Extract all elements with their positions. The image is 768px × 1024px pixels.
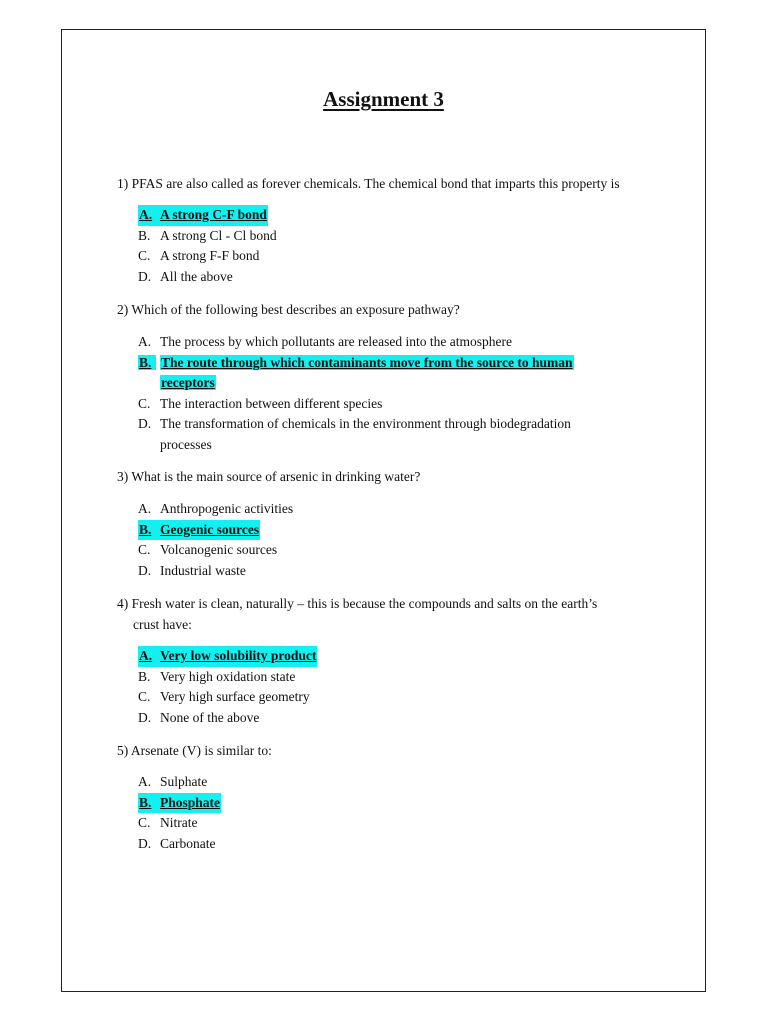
question-5 — [117, 740, 677, 761]
option-b — [138, 793, 658, 814]
option-letter: C. — [138, 395, 151, 411]
question-4 — [117, 593, 677, 635]
option-letter: A. — [138, 774, 152, 789]
option-text: A strong C-F bond — [160, 207, 267, 222]
option-text: Phosphate — [160, 794, 221, 810]
option-text: Industrial waste — [160, 562, 246, 578]
option-letter: A. — [138, 501, 152, 516]
question-text: 5) Arsenate (V) is similar to: — [117, 743, 272, 758]
option-b — [138, 353, 658, 394]
option-text-continued: receptors — [161, 375, 215, 390]
option-letter: D. — [138, 268, 152, 284]
option-a — [138, 646, 658, 667]
option-text: Nitrate — [160, 815, 198, 830]
options-list — [138, 499, 658, 581]
option-c — [138, 540, 658, 561]
question-2 — [117, 299, 677, 320]
option-letter: B. — [139, 793, 160, 814]
option-text: Carbonate — [160, 835, 216, 851]
option-text-continued: processes — [160, 436, 212, 452]
option-letter: D. — [138, 835, 152, 851]
option-text: None of the above — [160, 709, 260, 725]
options-list — [138, 772, 658, 854]
option-a — [138, 499, 658, 520]
option-c — [138, 687, 658, 708]
option-a — [138, 772, 658, 793]
option-b — [138, 226, 658, 247]
option-letter: C. — [138, 542, 151, 557]
option-c — [138, 813, 658, 834]
option-letter: C. — [138, 248, 151, 263]
option-text: Volcanogenic sources — [160, 542, 278, 557]
option-text: Geogenic sources — [160, 521, 260, 537]
option-text: A strong F-F bond — [160, 248, 260, 263]
option-text: Anthropogenic activities — [160, 501, 294, 516]
option-letter: D. — [138, 709, 152, 725]
options-list — [138, 205, 658, 287]
option-c — [138, 246, 658, 267]
option-letter: B. — [138, 668, 151, 684]
option-letter: A. — [139, 205, 160, 226]
option-letter: D. — [138, 416, 152, 431]
option-text: The route through which contaminants move from the source to human — [161, 354, 573, 370]
option-letter: A. — [139, 646, 160, 667]
option-text: Very high oxidation state — [160, 668, 296, 684]
question-text: 3) What is the main source of arsenic in drinking water? — [117, 469, 421, 484]
option-letter: C. — [138, 689, 151, 704]
option-b — [138, 667, 658, 688]
options-list — [138, 646, 658, 728]
option-text: A strong Cl - Cl bond — [160, 227, 277, 243]
option-text: Very low solubility product — [160, 648, 317, 663]
option-d — [138, 414, 658, 455]
option-a — [138, 332, 658, 353]
option-letter: D. — [138, 562, 152, 578]
question-3 — [117, 466, 677, 487]
option-d — [138, 561, 658, 582]
option-text: The transformation of chemicals in the environment through biodegradation — [160, 416, 571, 431]
option-letter: B. — [139, 520, 160, 541]
option-c — [138, 394, 658, 415]
option-text: The process by which pollutants are released into the atmosphere — [160, 334, 513, 349]
question-text: 1) PFAS are also called as forever chemicals. The chemical bond that imparts this property is — [117, 176, 620, 191]
option-d — [138, 708, 658, 729]
option-letter: B. — [139, 354, 152, 370]
option-letter: B. — [138, 227, 151, 243]
options-list — [138, 332, 658, 455]
question-text: 2) Which of the following best describes an exposure pathway? — [117, 302, 460, 317]
option-letter: A. — [138, 334, 152, 349]
document-page — [61, 29, 706, 992]
question-text: 4) Fresh water is clean, naturally – this is because the compounds and salts on the earth’s — [117, 596, 598, 611]
option-letter: C. — [138, 815, 151, 830]
option-text: Very high surface geometry — [160, 689, 310, 704]
option-text: Sulphate — [160, 774, 208, 789]
option-d — [138, 267, 658, 288]
question-1 — [117, 173, 677, 194]
option-d — [138, 834, 658, 855]
option-text: All the above — [160, 268, 233, 284]
option-text: The interaction between different species — [160, 395, 383, 411]
option-a — [138, 205, 658, 226]
option-b — [138, 520, 658, 541]
page-title: Assignment 3 — [323, 87, 444, 111]
question-text-continued: crust have: — [133, 617, 192, 632]
